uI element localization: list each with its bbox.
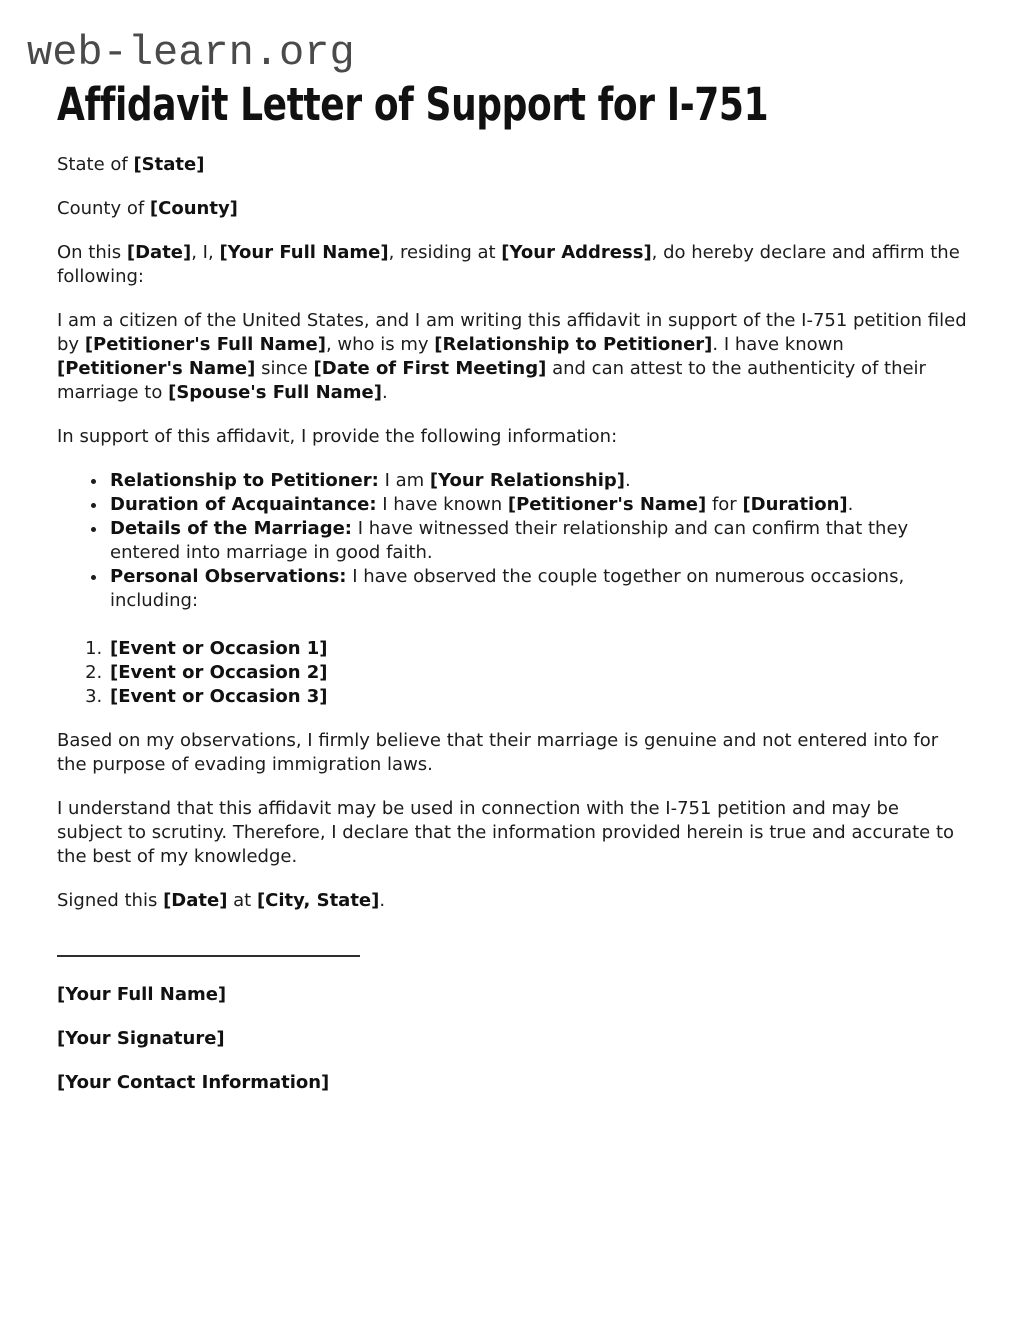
list-item — [108, 661, 968, 685]
bold-run: [Your Full Name] — [219, 241, 389, 263]
text-run: . — [381, 381, 388, 403]
bold-run: Relationship to Petitioner: — [110, 469, 379, 491]
text-run: I have observed the couple together on numerous occasions, including: — [110, 565, 905, 611]
bold-run: Personal Observations: — [110, 565, 347, 587]
bold-run: [Your Address] — [501, 241, 652, 263]
text-run: In support of this affidavit, I provide the following information: — [57, 425, 618, 447]
events-numbered-list — [57, 637, 968, 709]
signer-contact-information — [57, 1071, 968, 1095]
bold-run: [Your Signature] — [57, 1027, 225, 1049]
list-item — [108, 493, 968, 517]
text-run: On this — [57, 241, 127, 263]
bold-run: [Petitioner's Name] — [507, 493, 707, 515]
bold-run: [State] — [133, 153, 205, 175]
text-run: Based on my observations, I firmly believe that their marriage is genuine and not entered into for the purpose of evading immigration laws. — [57, 729, 939, 775]
belief-paragraph — [57, 729, 968, 777]
text-run: I am a citizen of the United States, and I am writing this affidavit in support of the I-751 petition filed by — [57, 309, 967, 355]
text-run: , I, — [191, 241, 220, 263]
text-run: , do hereby declare and affirm the following: — [57, 241, 960, 287]
bold-run: [Your Relationship] — [429, 469, 625, 491]
bold-run: [Date] — [126, 241, 192, 263]
list-item — [108, 565, 968, 613]
bold-run: [Event or Occasion 1] — [110, 637, 328, 659]
text-run: I have known — [376, 493, 508, 515]
bold-run: [Date] — [163, 889, 228, 911]
signature-line — [57, 955, 360, 957]
text-run: I am — [378, 469, 430, 491]
signer-full-name — [57, 983, 968, 1007]
bold-run: [Relationship to Petitioner] — [434, 333, 713, 355]
page-title-text: Affidavit Letter of Support for I-751 — [57, 78, 769, 132]
page-title — [57, 80, 968, 130]
site-brand: web-learn.org — [27, 29, 355, 77]
list-item — [108, 637, 968, 661]
bold-run: [County] — [149, 197, 238, 219]
text-run: County of — [57, 197, 150, 219]
bold-run: [Spouse's Full Name] — [168, 381, 382, 403]
text-run: for — [706, 493, 743, 515]
bold-run: [Petitioner's Name] — [57, 357, 256, 379]
bold-run: Duration of Acquaintance: — [110, 493, 377, 515]
acknowledgment-paragraph — [57, 797, 968, 869]
text-run: since — [255, 357, 314, 379]
signed-line — [57, 889, 968, 913]
signature-block — [57, 983, 968, 1095]
list-item — [108, 685, 968, 709]
state-line — [57, 153, 968, 177]
text-run: , residing at — [388, 241, 502, 263]
support-intro-paragraph — [57, 425, 968, 449]
text-run: . — [847, 493, 854, 515]
text-run: at — [227, 889, 257, 911]
signer-signature — [57, 1027, 968, 1051]
text-run: State of — [57, 153, 134, 175]
citizen-statement-paragraph — [57, 309, 968, 405]
county-line — [57, 197, 968, 221]
text-run: Signed this — [57, 889, 164, 911]
bold-run: [Petitioner's Full Name] — [84, 333, 326, 355]
list-item — [108, 469, 968, 493]
bold-run: [Date of First Meeting] — [313, 357, 547, 379]
text-run: . — [624, 469, 631, 491]
bold-run: Details of the Marriage: — [110, 517, 352, 539]
bold-run: [City, State] — [256, 889, 380, 911]
text-run: . — [379, 889, 386, 911]
bold-run: [Event or Occasion 2] — [110, 661, 328, 683]
opening-paragraph — [57, 241, 968, 289]
document-body — [57, 153, 968, 1095]
list-item — [108, 517, 968, 565]
text-run: and can attest to the authenticity of their marriage to — [57, 357, 926, 403]
bold-run: [Event or Occasion 3] — [110, 685, 328, 707]
text-run: I understand that this affidavit may be used in connection with the I-751 petition and may be subject to scrutiny. Therefore, I declare that the information provided herein is true and accurate to the best of my knowledge. — [57, 797, 955, 867]
text-run: , who is my — [325, 333, 435, 355]
text-run: . I have known — [712, 333, 844, 355]
bold-run: [Duration] — [742, 493, 848, 515]
bold-run: [Your Contact Information] — [57, 1071, 330, 1093]
bold-run: [Your Full Name] — [57, 983, 227, 1005]
details-bullet-list — [57, 469, 968, 613]
text-run: I have witnessed their relationship and can confirm that they entered into marriage in good faith. — [110, 517, 909, 563]
